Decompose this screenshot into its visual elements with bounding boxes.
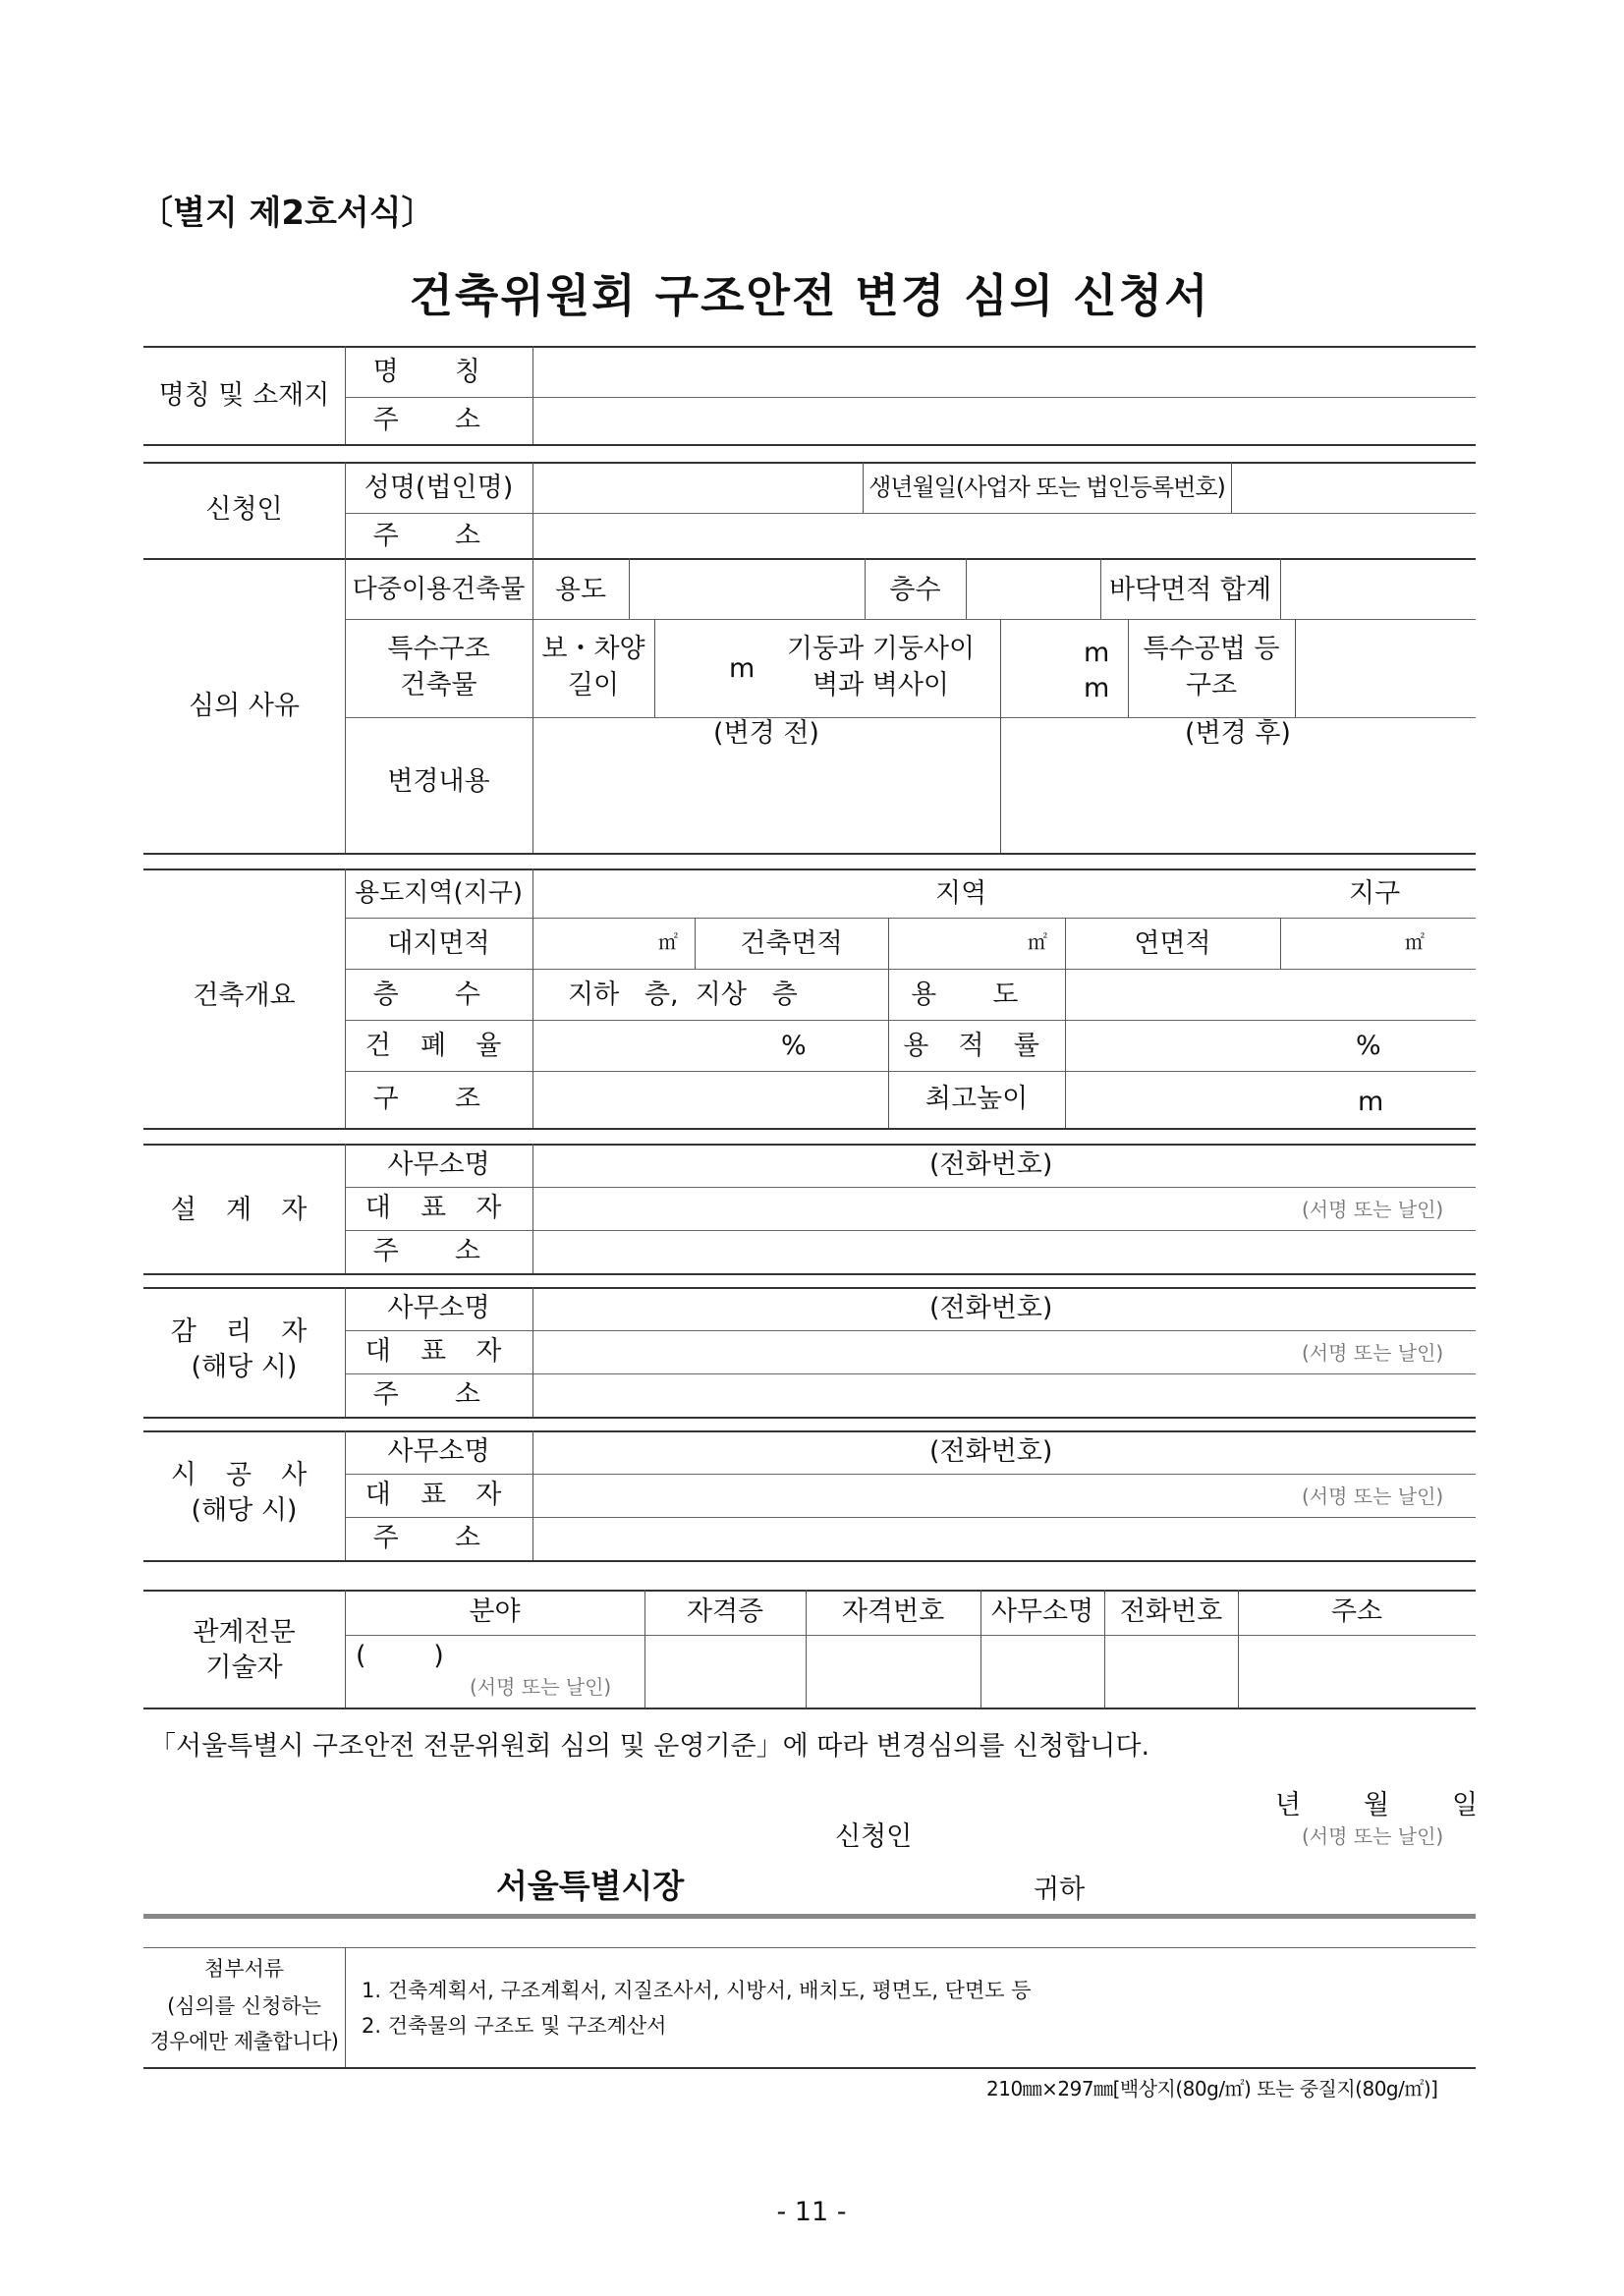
section-label-note: (해당 시)	[191, 1352, 298, 1382]
header-office: 사무소명	[990, 1596, 1094, 1627]
field-label-applicant-name: 성명(법인명)	[364, 473, 514, 503]
field-label-name: 명 칭	[372, 357, 505, 387]
zone-district-label: 지구	[1349, 878, 1401, 909]
date-month: 월	[1364, 1790, 1390, 1820]
field-label-floors: 층수	[889, 575, 941, 605]
sign-placeholder: (서명 또는 날인)	[1302, 1484, 1444, 1508]
field-label-address: 주 소	[372, 405, 505, 435]
attach-label-2: (심의를 신청하는	[167, 1994, 321, 2018]
application-statement: 「서울특별시 구조안전 전문위원회 심의 및 운영기준」에 따라 변경심의를 신청합니다.	[149, 1731, 1150, 1762]
floors-value: 지하 층, 지상 층	[568, 980, 798, 1010]
field-label-max-height: 최고높이	[924, 1084, 1029, 1114]
field-label-site-area: 대지면적	[387, 928, 490, 959]
page-number: - 11 -	[776, 2197, 847, 2227]
section-label-note: (해당 시)	[191, 1495, 298, 1526]
section-label-2: 기술자	[205, 1652, 283, 1683]
date-year: 년	[1275, 1790, 1302, 1820]
header-phone: 전화번호	[1119, 1596, 1223, 1627]
field-label-address: 주 소	[372, 1236, 505, 1266]
field-label-special-method: 특수공법 등	[1143, 634, 1280, 664]
unit-m: m	[729, 653, 756, 684]
field-label-span-walls: 벽과 벽사이	[812, 670, 949, 700]
field-label-change-content: 변경내용	[387, 766, 490, 797]
field-label-cantilever: 보・차양	[541, 634, 645, 664]
header-field: 분야	[469, 1596, 521, 1627]
unit-percent: %	[1356, 1031, 1381, 1061]
field-label-coverage: 건 폐 율	[364, 1031, 513, 1061]
field-label-office: 사무소명	[387, 1436, 490, 1467]
sign-placeholder: (서명 또는 날인)	[1302, 1198, 1444, 1221]
field-label-use: 용도	[554, 575, 607, 605]
unit-percent: %	[781, 1031, 807, 1061]
field-label-special-struct: 특수구조	[387, 634, 490, 664]
field-label-cantilever-2: 길이	[567, 670, 620, 700]
unit-m: m	[1084, 638, 1110, 668]
field-label-birthdate: 생년월일(사업자 또는 법인등록번호)	[868, 474, 1225, 501]
paper-spec: 210㎜×297㎜[백상지(80g/㎡) 또는 중질지(80g/㎡)]	[986, 2077, 1438, 2100]
field-label-address: 주 소	[372, 1379, 505, 1410]
field-label-address: 주 소	[372, 1523, 505, 1553]
field-label-floors: 층 수	[372, 980, 505, 1010]
attach-label-3: 경우에만 제출합니다)	[149, 2030, 339, 2053]
field-label-multi-use: 다중이용건축물	[352, 575, 526, 604]
unit-m2: ㎡	[1405, 930, 1425, 954]
field-label-office: 사무소명	[387, 1293, 490, 1323]
applicant-label: 신청인	[835, 1821, 913, 1852]
phone-label: (전화번호)	[929, 1293, 1053, 1323]
section-label: 건축개요	[193, 980, 296, 1011]
sign-placeholder: (서명 또는 날인)	[1302, 1341, 1444, 1365]
attach-item: 1. 건축계획서, 구조계획서, 지질조사서, 시방서, 배치도, 평면도, 단면도 등	[362, 1979, 1032, 2002]
field-label-special-struct-2: 건축물	[400, 670, 477, 700]
field-label-special-method-2: 구조	[1185, 670, 1238, 700]
field-label-representative: 대 표 자	[364, 1336, 513, 1367]
applicant-sign-placeholder: (서명 또는 날인)	[1302, 1824, 1444, 1848]
field-label-office: 사무소명	[387, 1149, 490, 1180]
field-label-representative: 대 표 자	[364, 1193, 513, 1223]
divider	[143, 1914, 1476, 1919]
header-certificate: 자격증	[686, 1596, 764, 1627]
field-label-span-columns: 기둥과 기둥사이	[786, 634, 976, 664]
section-label: 심의 사유	[189, 691, 300, 721]
field-paren: ( )	[356, 1641, 444, 1671]
field-label-far: 용 적 률	[903, 1031, 1050, 1061]
unit-m: m	[1358, 1087, 1384, 1117]
section-label: 명칭 및 소재지	[158, 380, 330, 411]
zone-region-label: 지역	[935, 878, 987, 909]
before-change-label: (변경 전)	[713, 718, 819, 749]
field-label-zone: 용도지역(지구)	[355, 878, 523, 908]
after-change-label: (변경 후)	[1185, 718, 1291, 749]
addressee: 서울특별시장	[496, 1867, 685, 1905]
header-address: 주소	[1330, 1596, 1383, 1627]
unit-m2: ㎡	[658, 930, 678, 954]
attach-item: 2. 건축물의 구조도 및 구조계산서	[362, 2014, 667, 2038]
field-label-structure: 구 조	[372, 1084, 505, 1114]
field-label-representative: 대 표 자	[364, 1480, 513, 1510]
field-label-address: 주 소	[372, 521, 505, 551]
section-label: 시 공 사	[170, 1460, 318, 1490]
honorific: 귀하	[1034, 1875, 1086, 1905]
section-label: 관계전문	[193, 1617, 296, 1648]
field-label-floor-area-total: 바닥면적 합계	[1108, 575, 1272, 605]
section-label: 신청인	[205, 494, 283, 525]
form-title: 건축위원회 구조안전 변경 심의 신청서	[409, 269, 1210, 322]
form-reference: 〔별지 제2호서식〕	[140, 194, 435, 233]
phone-label: (전화번호)	[929, 1149, 1053, 1180]
section-label: 감 리 자	[170, 1316, 318, 1347]
sign-placeholder: (서명 또는 날인)	[470, 1675, 612, 1699]
attach-label: 첨부서류	[203, 1957, 285, 1981]
field-label-total-area: 연면적	[1134, 928, 1211, 959]
unit-m: m	[1084, 673, 1110, 703]
header-cert-number: 자격번호	[841, 1596, 945, 1627]
field-label-building-area: 건축면적	[740, 928, 843, 959]
date-day: 일	[1452, 1790, 1479, 1820]
field-label-use: 용 도	[911, 980, 1042, 1010]
phone-label: (전화번호)	[929, 1436, 1053, 1467]
section-label: 설 계 자	[170, 1195, 318, 1225]
unit-m2: ㎡	[1028, 930, 1047, 954]
